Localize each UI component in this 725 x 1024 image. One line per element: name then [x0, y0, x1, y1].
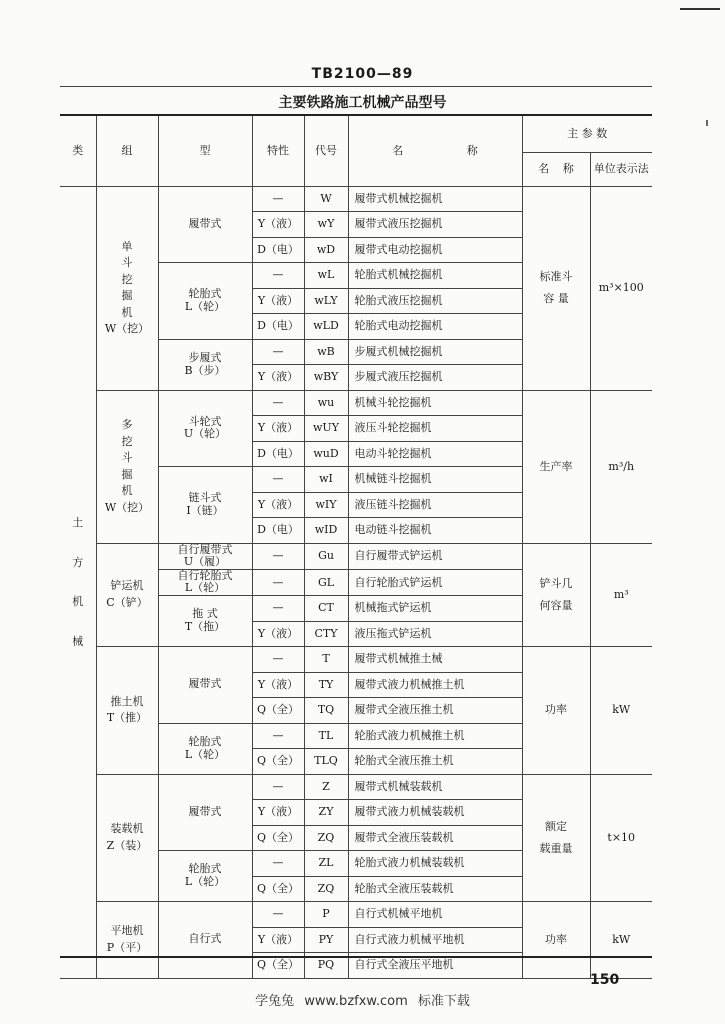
table-row: [60, 390, 652, 416]
mingcheng-cell: 液压链斗挖掘机: [348, 492, 522, 518]
group-cell: 推土机 T（推）: [96, 647, 158, 775]
texing-cell: Q（全）: [252, 825, 304, 851]
group-cell: 装载机 Z（装）: [96, 774, 158, 902]
header-mingcheng: 名 称: [348, 116, 522, 186]
daihao-cell: T: [304, 647, 348, 673]
texing-cell: —: [252, 339, 304, 365]
daihao-cell: wL: [304, 263, 348, 289]
mingcheng-cell: 轮胎式全液压装载机: [348, 876, 522, 902]
type-cell: 轮胎式 L（轮）: [158, 851, 252, 902]
type-cell: 拖 式 T（拖）: [158, 596, 252, 647]
daihao-cell: CT: [304, 596, 348, 622]
group-cell: 平地机 P（平）: [96, 902, 158, 979]
mingcheng-cell: 步履式液压挖掘机: [348, 365, 522, 391]
texing-cell: —: [252, 596, 304, 622]
header-daihao: 代号: [304, 116, 348, 186]
type-cell: 链斗式 I（链）: [158, 467, 252, 544]
daihao-cell: CTY: [304, 621, 348, 647]
mingcheng-cell: 履带式机械挖掘机: [348, 186, 522, 212]
daihao-cell: P: [304, 902, 348, 928]
page-title: 主要铁路施工机械产品型号: [278, 95, 447, 111]
daihao-cell: wIY: [304, 492, 348, 518]
daihao-cell: TQ: [304, 698, 348, 724]
texing-cell: D（电）: [252, 237, 304, 263]
param-name-cell: 功率: [522, 902, 590, 979]
texing-cell: —: [252, 569, 304, 595]
header-xing: 型: [158, 116, 252, 186]
texing-cell: Y（液）: [252, 672, 304, 698]
texing-cell: Y（液）: [252, 288, 304, 314]
mingcheng-cell: 自行式液力机械平地机: [348, 927, 522, 953]
margin-mark: [706, 120, 708, 126]
daihao-cell: wLY: [304, 288, 348, 314]
header-zhucanshu: 主 参 数: [522, 116, 652, 152]
mingcheng-cell: 轮胎式电动挖掘机: [348, 314, 522, 340]
texing-cell: —: [252, 186, 304, 212]
type-cell: 轮胎式 L（轮）: [158, 263, 252, 340]
standard-number: TB2100—89: [311, 66, 414, 82]
mingcheng-cell: 步履式机械挖掘机: [348, 339, 522, 365]
texing-cell: —: [252, 902, 304, 928]
param-unit-cell: kW: [590, 902, 652, 979]
texing-cell: Y（液）: [252, 365, 304, 391]
corner-mark: [680, 8, 720, 10]
daihao-cell: ZL: [304, 851, 348, 877]
mingcheng-cell: 轮胎式全液压推土机: [348, 749, 522, 775]
daihao-cell: ZY: [304, 800, 348, 826]
type-cell: 履带式: [158, 647, 252, 724]
header-lei: 类: [60, 116, 96, 186]
daihao-cell: wY: [304, 212, 348, 238]
param-unit-cell: kW: [590, 647, 652, 775]
daihao-cell: PQ: [304, 953, 348, 979]
page-number: 150: [590, 972, 620, 988]
daihao-cell: Gu: [304, 543, 348, 569]
daihao-cell: wu: [304, 390, 348, 416]
type-cell: 自行轮胎式 L（轮）: [158, 569, 252, 595]
texing-cell: Y（液）: [252, 927, 304, 953]
mingcheng-cell: 液压斗轮挖掘机: [348, 416, 522, 442]
table-row: [60, 647, 652, 673]
param-name-cell: 标准斗 容 量: [522, 186, 590, 390]
daihao-cell: Z: [304, 774, 348, 800]
header-param-unit: 单位表示法: [590, 152, 652, 186]
texing-cell: —: [252, 647, 304, 673]
daihao-cell: W: [304, 186, 348, 212]
mingcheng-cell: 履带式机械推土械: [348, 647, 522, 673]
param-name-cell: 额定 载重量: [522, 774, 590, 902]
texing-cell: D（电）: [252, 518, 304, 544]
texing-cell: —: [252, 851, 304, 877]
param-unit-cell: m³×100: [590, 186, 652, 390]
mingcheng-cell: 自行轮胎式铲运机: [348, 569, 522, 595]
mingcheng-cell: 机械链斗挖掘机: [348, 467, 522, 493]
param-name-cell: 功率: [522, 647, 590, 775]
daihao-cell: ZQ: [304, 876, 348, 902]
mingcheng-cell: 履带式液压挖掘机: [348, 212, 522, 238]
texing-cell: Q（全）: [252, 953, 304, 979]
type-cell: 自行式: [158, 902, 252, 979]
model-table: [60, 116, 652, 979]
daihao-cell: GL: [304, 569, 348, 595]
type-cell: 履带式: [158, 774, 252, 851]
table-row: [60, 774, 652, 800]
param-unit-cell: t×10: [590, 774, 652, 902]
table-bottom-rule: [60, 956, 652, 958]
texing-cell: Q（全）: [252, 749, 304, 775]
type-cell: 步履式 B（步）: [158, 339, 252, 390]
texing-cell: Y（液）: [252, 492, 304, 518]
daihao-cell: wLD: [304, 314, 348, 340]
param-unit-cell: m³: [590, 543, 652, 647]
daihao-cell: wUY: [304, 416, 348, 442]
texing-cell: Q（全）: [252, 876, 304, 902]
texing-cell: —: [252, 467, 304, 493]
type-cell: 履带式: [158, 186, 252, 263]
param-name-cell: 铲斗几 何容量: [522, 543, 590, 647]
texing-cell: —: [252, 723, 304, 749]
daihao-cell: ZQ: [304, 825, 348, 851]
daihao-cell: wD: [304, 237, 348, 263]
type-cell: 斗轮式 U（轮）: [158, 390, 252, 467]
table-row: [60, 186, 652, 212]
header-rule: [60, 86, 652, 87]
daihao-cell: TL: [304, 723, 348, 749]
texing-cell: Y（液）: [252, 416, 304, 442]
daihao-cell: PY: [304, 927, 348, 953]
daihao-cell: wB: [304, 339, 348, 365]
mingcheng-cell: 履带式液力机械推土机: [348, 672, 522, 698]
daihao-cell: wI: [304, 467, 348, 493]
mingcheng-cell: 自行式全液压平地机: [348, 953, 522, 979]
table-row: [60, 902, 652, 928]
header-texing: 特性: [252, 116, 304, 186]
type-cell: 轮胎式 L（轮）: [158, 723, 252, 774]
mingcheng-cell: 轮胎式液力机械推土机: [348, 723, 522, 749]
header-param-name: 名 称: [522, 152, 590, 186]
mingcheng-cell: 履带式全液压装载机: [348, 825, 522, 851]
mingcheng-cell: 自行履带式铲运机: [348, 543, 522, 569]
daihao-cell: TLQ: [304, 749, 348, 775]
category-cell: 土 方 机 械: [60, 186, 96, 978]
texing-cell: —: [252, 543, 304, 569]
texing-cell: —: [252, 263, 304, 289]
daihao-cell: wuD: [304, 441, 348, 467]
texing-cell: —: [252, 774, 304, 800]
mingcheng-cell: 履带式电动挖掘机: [348, 237, 522, 263]
mingcheng-cell: 自行式机械平地机: [348, 902, 522, 928]
mingcheng-cell: 电动斗轮挖掘机: [348, 441, 522, 467]
daihao-cell: wBY: [304, 365, 348, 391]
header-zu: 组: [96, 116, 158, 186]
mingcheng-cell: 履带式液力机械装载机: [348, 800, 522, 826]
type-cell: 自行履带式 U（履）: [158, 543, 252, 569]
mingcheng-cell: 机械拖式铲运机: [348, 596, 522, 622]
texing-cell: Q（全）: [252, 698, 304, 724]
texing-cell: —: [252, 390, 304, 416]
texing-cell: D（电）: [252, 314, 304, 340]
mingcheng-cell: 液压拖式铲运机: [348, 621, 522, 647]
daihao-cell: TY: [304, 672, 348, 698]
mingcheng-cell: 机械斗轮挖掘机: [348, 390, 522, 416]
texing-cell: Y（液）: [252, 212, 304, 238]
mingcheng-cell: 履带式全液压推土机: [348, 698, 522, 724]
mingcheng-cell: 轮胎式液力机械装载机: [348, 851, 522, 877]
group-cell: 单 斗 挖 掘 机 W（挖）: [96, 186, 158, 390]
texing-cell: Y（液）: [252, 800, 304, 826]
table-row: [60, 543, 652, 569]
mingcheng-cell: 电动链斗挖掘机: [348, 518, 522, 544]
param-unit-cell: m³/h: [590, 390, 652, 543]
mingcheng-cell: 轮胎式机械挖掘机: [348, 263, 522, 289]
group-cell: 多 挖 斗 掘 机 W（挖）: [96, 390, 158, 543]
daihao-cell: wID: [304, 518, 348, 544]
mingcheng-cell: 履带式机械装载机: [348, 774, 522, 800]
group-cell: 铲运机 C（铲）: [96, 543, 158, 647]
footer-watermark: 学兔兔 www.bzfxw.com 标准下载: [255, 994, 470, 1009]
param-name-cell: 生产率: [522, 390, 590, 543]
texing-cell: D（电）: [252, 441, 304, 467]
mingcheng-cell: 轮胎式液压挖掘机: [348, 288, 522, 314]
texing-cell: Y（液）: [252, 621, 304, 647]
